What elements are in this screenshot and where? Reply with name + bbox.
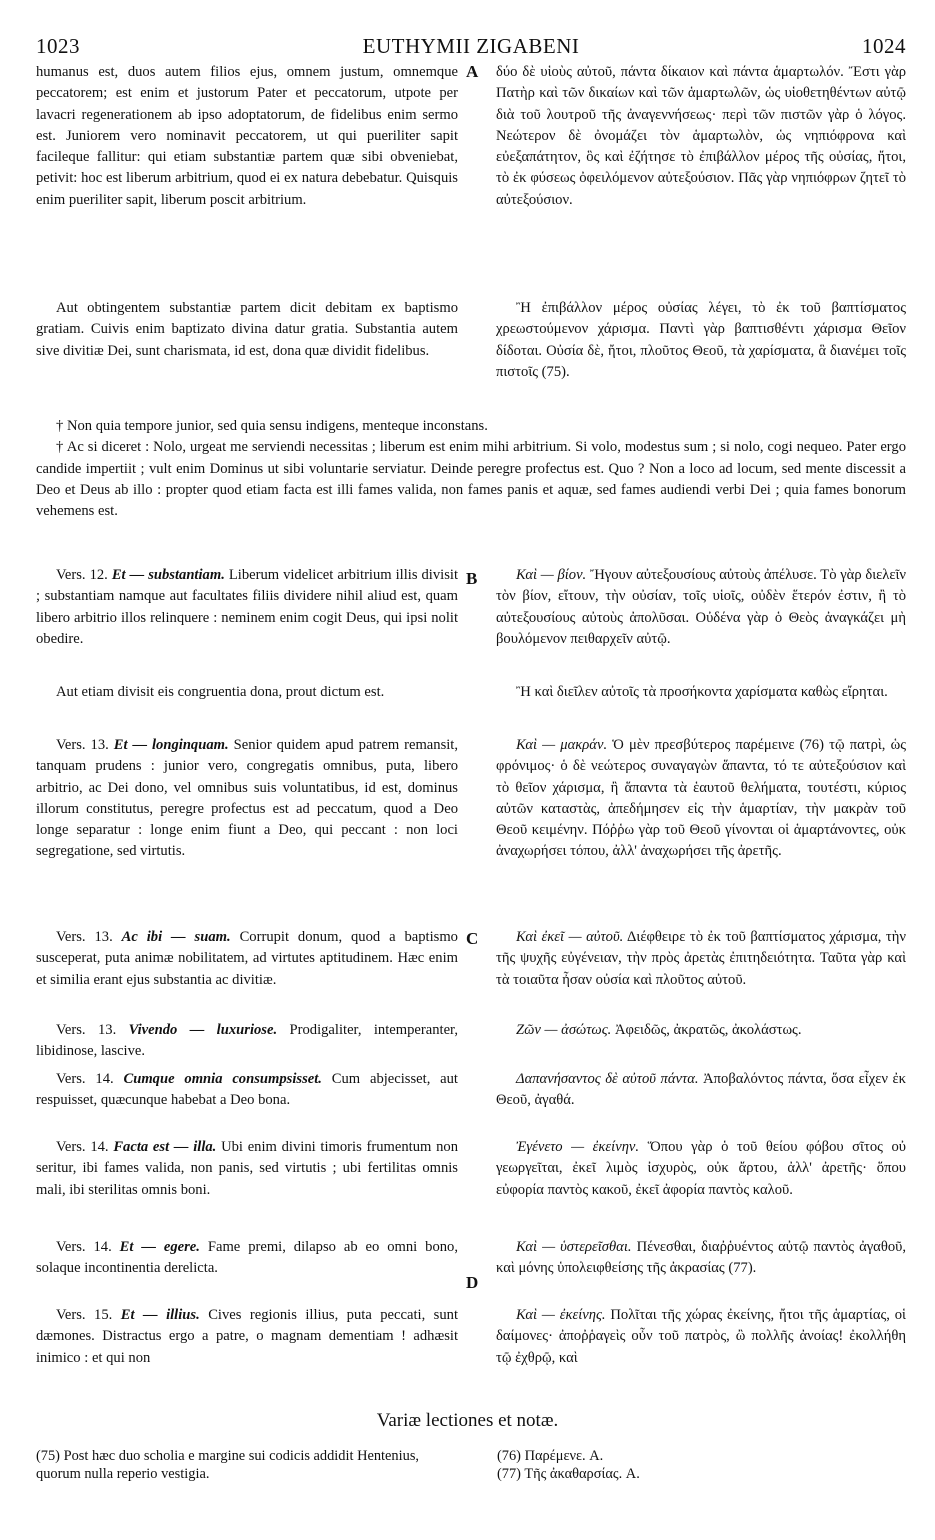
greek-column-text: Ἢ ἐπιβάλλον μέρος οὐσίας λέγει, τὸ ἐκ τοῦ βαπτίσματος χρεωστούμενον χάρισμα. Παντὶ γὰρ βαπτισθέντι χάρισμα Θεῖον δίδοται. Οὐσία δὲ, ἤτοι, πλοῦτος Θεοῦ, τὰ χαρίσματα, ἃ διανέμει τοῖς πιστοῖς (75).: [496, 300, 906, 380]
commentary-paragraph: † Ac si diceret : Nolo, urgeat me serviendi necessitas ; liberum est enim mihi arbitrium. Si volo, modestus sum ; si nolo, cogi nequeo. Pater ergo candide impertiit ; vult enim Dominus ut sibi voluntarie serviatur. Deinde peregre profectus est. Quo ? Non a loco ad locum, sed mente discessit a Deo et Deus ab illo : propter quod etiam facta est illi fames valida, non fames panis et aquæ, sed fames audiendi verbi Dei ; quia fames bonorum vehemens est.: [36, 439, 906, 520]
latin-column-text: Liberum videlicet arbitrium illis divisit ; substantiam namque aut facultates filiis dividere nihil aliud est, quam libero arbitrio illos relinquere : neminem enim cogit Deus, qui ipsi nolit obedire.: [36, 567, 458, 647]
latin-column-text: Aut obtingentem substantiæ partem dicit debitam ex baptismo gratiam. Cuivis enim baptizato divina datur gratia. Substantia autem sive divitiæ Dei, sunt charismata, id est, dona quæ dividit fidelibus.: [36, 300, 458, 359]
running-header: [36, 34, 906, 58]
greek-column-text: Ἢ καὶ διεῖλεν αὐτοῖς τὰ προσήκοντα χαρίσματα καθὼς εἴρηται.: [516, 684, 888, 700]
latin-column-text: Cum abjecisset, aut respuisset, quæcunque habebat a Deo bona.: [36, 1071, 458, 1109]
verse-number: Vers. 14.: [56, 1139, 109, 1155]
running-title: EUTHYMII ZIGABENI: [362, 34, 580, 58]
latin-column: [36, 1237, 458, 1280]
latin-column: [36, 565, 458, 650]
margin-marker: D: [466, 1273, 479, 1292]
verse-lemma: Καὶ — βίον.: [516, 567, 587, 583]
greek-column-text: δύο δὲ υἱοὺς αὐτοῦ, πάντα δίκαιον καὶ πάντα ἁμαρτωλόν. Ἔστι γὰρ Πατὴρ καὶ τῶν δικαίων καὶ τῶν ἁμαρτωλῶν, ὡς υἱοθετηθέντων αὐτῷ διὰ τοῦ λουτροῦ τῆς ἀναγεννήσεως· περὶ τῶν πιστῶν γὰρ ὁ λόγος. Νεώτερον δὲ ὀνομάζει τὸν ἁμαρτωλὸν, ὡς νηπιόφρονα καὶ εὐεξαπάτητον, ὃς καὶ ἐζήτησε τὸ ἐπιβάλλον μέρος τῆς οὐσίας, ἤτοι, τὸ ἐκ φύσεως ὀφειλόμενον αὐτεξούσιον. Πᾶς γὰρ νηπιόφρων ζητεῖ τὸ αὐτεξούσιον.: [496, 64, 906, 208]
verse-lemma: Vivendo — luxuriose.: [128, 1022, 278, 1038]
verse-lemma: Facta est — illa.: [113, 1139, 217, 1155]
verse-lemma: Et — longinquam.: [113, 737, 229, 753]
verse-lemma: Ζῶν — ἀσώτως.: [516, 1022, 612, 1038]
greek-column: [496, 735, 906, 863]
full-width-commentary: [36, 416, 906, 522]
verse-lemma: Καὶ — ὑστερεῖσθαι.: [516, 1239, 632, 1255]
verse-lemma: Ἐγένετο — ἐκείνην.: [516, 1139, 640, 1155]
verse-lemma: Ac ibi — suam.: [121, 929, 231, 945]
verse-lemma: Καὶ — ἐκείνης.: [516, 1307, 606, 1323]
greek-column: [496, 1237, 906, 1280]
verse-number: Vers. 15.: [56, 1307, 113, 1323]
margin-marker: B: [466, 569, 478, 588]
footnote-76: (76) Παρέμενε. A.: [497, 1448, 604, 1464]
latin-column-text: Senior quidem apud patrem remansit, tanquam prudens : junior vero, congregatis omnibus, puta, libero arbitrio, ac Dei dono, vel omnibus suis voluntatibus, id est, dominus illorum constitutus, peregre profectus est ad peccatum, quod a Deo longe separatur : longe enim fiunt a Deo, qui peccant : non loci segregatione, sed virtutis.: [36, 737, 459, 860]
verse-lemma: Et — illius.: [120, 1307, 200, 1323]
greek-column: [496, 565, 906, 650]
greek-column-text: Διέφθειρε τὸ ἐκ τοῦ βαπτίσματος χάρισμα, τὴν τῆς ψυχῆς εὐγένειαν, τὴν πρὸς ἀρετὰς ἐπιτηδειότητα. Ταῦτα γὰρ καὶ τὰ τοιαῦτα ἦσαν οὐσία καὶ πλοῦτος αὐτοῦ.: [496, 929, 906, 988]
verse-number: Vers. 12.: [56, 567, 108, 583]
verse-number: Vers. 13.: [56, 1022, 117, 1038]
greek-column-text: Ὅπου γὰρ ὁ τοῦ θείου φόβου σῖτος οὐ γεωργεῖται, ἐκεῖ λιμὸς ἰσχυρὸς, οὐκ ἄρτου, ἀλλ' ἀρετῆς· ὅπου εὐφορία παντὸς κακοῦ, ἐκεῖ ἀφορία παντὸς καλοῦ.: [496, 1139, 906, 1198]
greek-column: [496, 1069, 906, 1112]
latin-column-text: Ubi enim divini timoris frumentum non seritur, ibi fames valida, non panis, sed virtutis ; ubi fertilitas omnis mali, ibi sterilitas omnis boni.: [36, 1139, 458, 1198]
latin-column: [36, 927, 458, 991]
latin-column-text: Aut etiam divisit eis congruentia dona, prout dictum est.: [56, 684, 385, 700]
page-number-right: 1024: [862, 34, 906, 58]
greek-column-text: Ἀποβαλόντος πάντα, ὅσα εἶχεν ἐκ Θεοῦ, ἀγαθά.: [496, 1071, 906, 1109]
notes-heading: Variæ lectiones et notæ.: [376, 1410, 559, 1431]
latin-column: [36, 1069, 458, 1112]
greek-column: [496, 1305, 906, 1369]
latin-column-text: humanus est, duos autem filios ejus, omnem justum, omnemque peccatorem; est enim et justorum Pater et peccatorum, utpote per lavacri regenerationem ab ipso adoptatorum, de fidelibus enim sermo est. Juniorem vero nominavit peccatorem, ut qui pueriliter sapit facileque fallitur: qui etiam substantiæ partem quæ sibi obveniebat, petivit: hoc est liberum arbitrium, quod ei ex natura debebatur. Quisquis enim pueriliter sapit, liberum poscit arbitrium.: [36, 64, 458, 208]
margin-marker: C: [466, 929, 479, 948]
footnote-75: (75) Post hæc duo scholia e margine sui codicis addidit Hentenius, quorum nulla reperio vestigia.: [36, 1448, 420, 1482]
greek-column-text: Ἀφειδῶς, ἀκρατῶς, ἀκολάστως.: [614, 1022, 802, 1038]
verse-number: Vers. 14.: [56, 1239, 112, 1255]
greek-column-text: Ὁ μὲν πρεσβύτερος παρέμεινε (76) τῷ πατρὶ, ὡς φρόνιμος· ὁ δὲ νεώτερος συναγαγὼν ἅπαντα, τό τε αὐτεξούσιον καὶ τὸ θεῖον χάρισμα, ἢ ἅπαντα τὰ ἑαυτοῦ θελήματα, τουτέστι, κύριος αὐτῶν καταστὰς, ἀπεδήμησεν εἰς τὴν ἁμαρτίαν, τὴν μακρὰν τοῦ Θεοῦ κειμένην. Πόῤῥω γὰρ τοῦ Θεοῦ γίνονται οἱ ἁμαρτάνοντες, οὐκ ἀναχωρήσει τόπου, ἀλλ' ἀναχωρήσει τῆς ἀρετῆς.: [496, 737, 906, 860]
greek-column: [496, 927, 906, 991]
verse-lemma: Cumque omnia consumpsisset.: [123, 1071, 322, 1087]
greek-column-text: Πένεσθαι, διαῤῥυέντος αὐτῷ παντὸς ἀγαθοῦ, καὶ μόνης ὑπολειφθείσης τῆς ἀκρασίας (77).: [496, 1239, 906, 1277]
verse-lemma: Et — substantiam.: [111, 567, 225, 583]
footnote-77: (77) Τῆς ἀκαθαρσίας. A.: [497, 1466, 640, 1482]
commentary-paragraph: † Non quia tempore junior, sed quia sensu indigens, menteque inconstans.: [56, 418, 488, 434]
verse-number: Vers. 13.: [56, 737, 109, 753]
latin-column-text: Fame premi, dilapso ab eo omni bono, solaque incontinentia derelicta.: [36, 1239, 458, 1277]
verse-lemma: Καὶ ἐκεῖ — αὐτοῦ.: [516, 929, 624, 945]
latin-column-text: Corrupit donum, quod a baptismo susceperat, puta animæ nobilitatem, ad virtutes aptitudinem. Hæc enim et similia erant ejus substantia ac divitiæ.: [36, 929, 458, 988]
greek-column: [496, 1020, 906, 1041]
latin-column: [36, 1305, 458, 1369]
verse-number: Vers. 13.: [56, 929, 113, 945]
verse-lemma: Et — egere.: [119, 1239, 200, 1255]
verse-number: Vers. 14.: [56, 1071, 114, 1087]
greek-column: [496, 1137, 906, 1201]
latin-column: [36, 735, 458, 863]
verse-lemma: Δαπανήσαντος δὲ αὐτοῦ πάντα.: [516, 1071, 699, 1087]
greek-column-text: Πολῖται τῆς χώρας ἐκείνης, ἤτοι τῆς ἁμαρτίας, οἱ δαίμονες· ἀποῤῥαγεὶς οὖν τοῦ πατρὸς, ὢ πολλῆς ἀνοίας! ἐκολλήθη τῷ ἐχθρῷ, καὶ: [496, 1307, 906, 1366]
margin-marker: A: [466, 62, 479, 81]
verse-lemma: Καὶ — μακράν.: [516, 737, 608, 753]
latin-column-text: Prodigaliter, intemperanter, libidinose, lascive.: [36, 1022, 458, 1060]
latin-column-text: Cives regionis illius, puta peccati, sunt dæmones. Distractus ergo a patre, o magnam dementiam ! adhæsit inimico : et qui non: [36, 1307, 459, 1366]
page-number-left: 1023: [36, 34, 80, 58]
latin-column: [36, 1137, 458, 1201]
greek-column-text: Ἤγουν αὐτεξουσίους αὐτοὺς ἀπέλυσε. Τὸ γὰρ διελεῖν τὸν βίον, εἴτουν, τὴν οὐσίαν, τοῖς υἱοῖς, οὐδὲν ἕτερόν ἐστιν, ἢ τὸ αὐτεξουσίους αὐτοὺς ἀπολῦσαι. Οὐδένα γὰρ ὁ Θεὸς ἀναγκάζει μὴ βουλόμενον πειθαρχεῖν αὐτῷ.: [496, 567, 906, 647]
latin-column: [36, 1020, 458, 1063]
